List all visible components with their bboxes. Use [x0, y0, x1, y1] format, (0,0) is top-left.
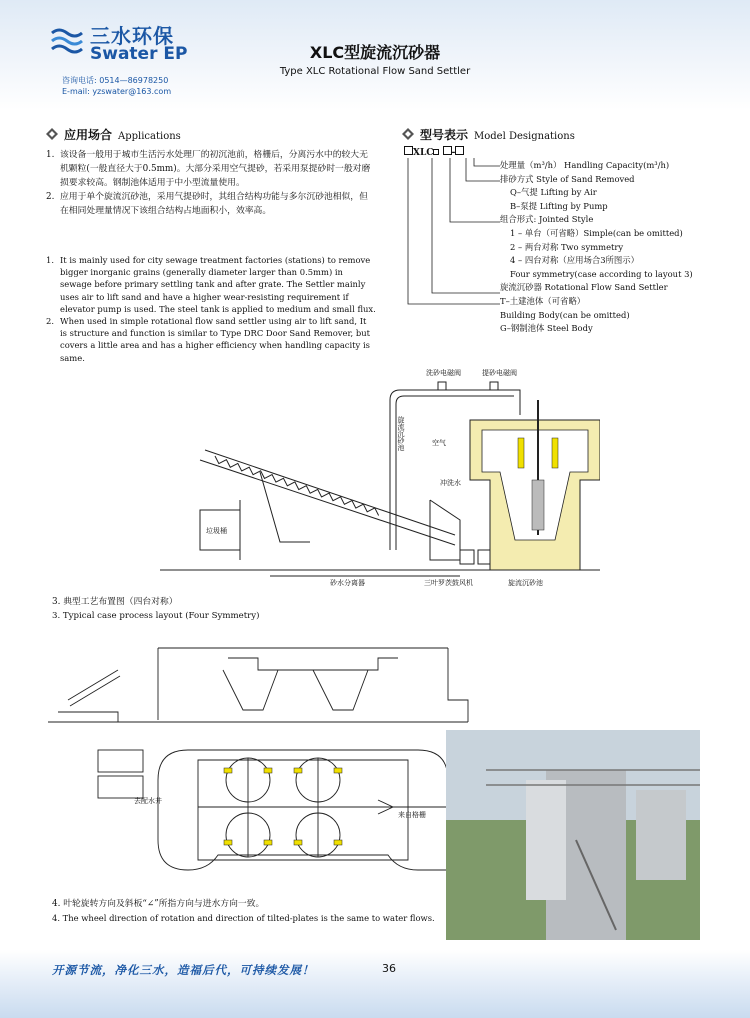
designation-line: 4 – 四台对称（应用场合3所图示）	[510, 255, 640, 266]
designation-line: Four symmetry(case according to layout 3)	[510, 268, 693, 279]
designation-line: 排砂方式 Style of Sand Removed	[500, 173, 635, 184]
list-item: 2. When used in simple rotational flow sand settler using air to lift sand, It is structure and function is similar to Type DRC Door Sand Remover, but covers a little area and has a higher efficiency when handling capacity is same.	[46, 316, 371, 363]
designation-line: Building Body(can be omitted)	[500, 309, 630, 320]
label-wash-valve: 洗砂电磁阀	[426, 369, 461, 377]
label-wash-water: 冲洗水	[440, 479, 461, 487]
label-settler-tank: 旋流沉砂池	[508, 579, 543, 587]
four-symmetry-layout-diagram	[48, 640, 478, 886]
designation-line: 1 – 单台（可省略）Simple(can be omitted)	[510, 227, 683, 238]
list-item: 2. 应用于单个旋流沉砂池，采用气提砂时，其组合结构功能与多尔沉砂池相似，但在相同处理量情况下该组合结构占地面积小，效率高。	[46, 192, 368, 216]
designation-line: 旋流沉砂器 Rotational Flow Sand Settler	[500, 282, 668, 293]
footer-slogan: 开源节流，净化三水，造福后代，可持续发展！	[52, 963, 315, 977]
model-code: XLC	[413, 148, 434, 158]
label-air: 空气	[432, 439, 446, 447]
model-heading	[402, 126, 575, 143]
designation-line: Q–气提 Lifting by Air	[510, 187, 597, 198]
page-number: 36	[382, 962, 396, 975]
label-pipe: 旋流沉砂池	[397, 416, 405, 451]
applications-heading	[46, 126, 181, 143]
designation-line: G–钢制池体 Steel Body	[500, 323, 593, 334]
label-blower: 三叶罗茨鼓风机	[424, 579, 473, 587]
label-to-distribution-well: 去配水井	[134, 797, 162, 805]
diamond-bullet-icon	[46, 128, 58, 140]
label-from-grate: 来自格栅	[398, 811, 426, 819]
diamond-bullet-icon	[402, 128, 414, 140]
caption-3-en: 3. Typical case process layout (Four Symmetry)	[52, 611, 260, 621]
caption-3-cn: 3. 典型工艺布置图（四台对称）	[52, 597, 178, 607]
caption-4-en: 4. The wheel direction of rotation and direction of tilted-plates is the same to water flows.	[52, 913, 435, 923]
applications-heading-cn: 应用场合	[64, 128, 113, 142]
site-photo	[446, 730, 700, 940]
list-item: 1. It is mainly used for city sewage treatment factories (stations) to remove bigger inorganic grains (generally diameter larger than 0.5mm) in sewage before primary settling tank and after grate. The Settler mainly uses air to lift sand and have a higher wear-resisting requirement if elevator pump is used. The steel tank is applied to medium and small flux.	[46, 255, 376, 314]
designation-line: 组合形式: Jointed Style	[500, 214, 594, 225]
logo-name-cn: 三水环保	[90, 24, 174, 48]
applications-heading-en: Applications	[118, 131, 181, 142]
process-layout-diagram	[160, 360, 600, 592]
caption-4-cn: 4. 叶轮旋转方向及斜板“∠”所指方向与进水方向一致。	[52, 899, 265, 909]
applications-cn-list	[46, 148, 376, 218]
footer-band	[0, 950, 750, 1018]
applications-en-list	[46, 254, 376, 364]
list-item: 1. 该设备一般用于城市生活污水处理厂的初沉池前，格栅后，分离污水中的较大无机颗粒(一般直径大于0.5mm)。大部分采用空气提砂，若采用泵提砂时一般对磨损要求较高。钢制池体适用于中小型流量使用。	[46, 150, 371, 188]
designation-line: 处理量（m³/h） Handling Capacity(m³/h)	[500, 160, 670, 170]
label-trash-bin: 垃圾桶	[206, 527, 227, 535]
model-bracket-lines	[404, 152, 504, 342]
contact-email: E-mail: yzswater@163.com	[62, 87, 172, 96]
label-separator: 砂水分离器	[330, 579, 365, 587]
model-code-row: XLC -	[404, 146, 464, 158]
logo-name-en: Swater EP	[90, 44, 188, 64]
contact-phone: 咨询电话: 0514—86978250	[62, 76, 169, 85]
page-title: XLC型旋流沉砂器	[309, 43, 441, 62]
designation-line: T–土建池体（可省略）	[500, 295, 586, 306]
designation-line: B–泵提 Lifting by Pump	[510, 200, 608, 211]
model-designation-list	[500, 159, 740, 336]
label-lift-valve: 提砂电磁阀	[482, 369, 517, 377]
designation-line: 2 – 两台对称 Two symmetry	[510, 241, 624, 252]
page-subtitle: Type XLC Rotational Flow Sand Settler	[279, 66, 471, 77]
model-heading-cn: 型号表示	[420, 128, 469, 142]
model-heading-en: Model Designations	[474, 131, 575, 142]
